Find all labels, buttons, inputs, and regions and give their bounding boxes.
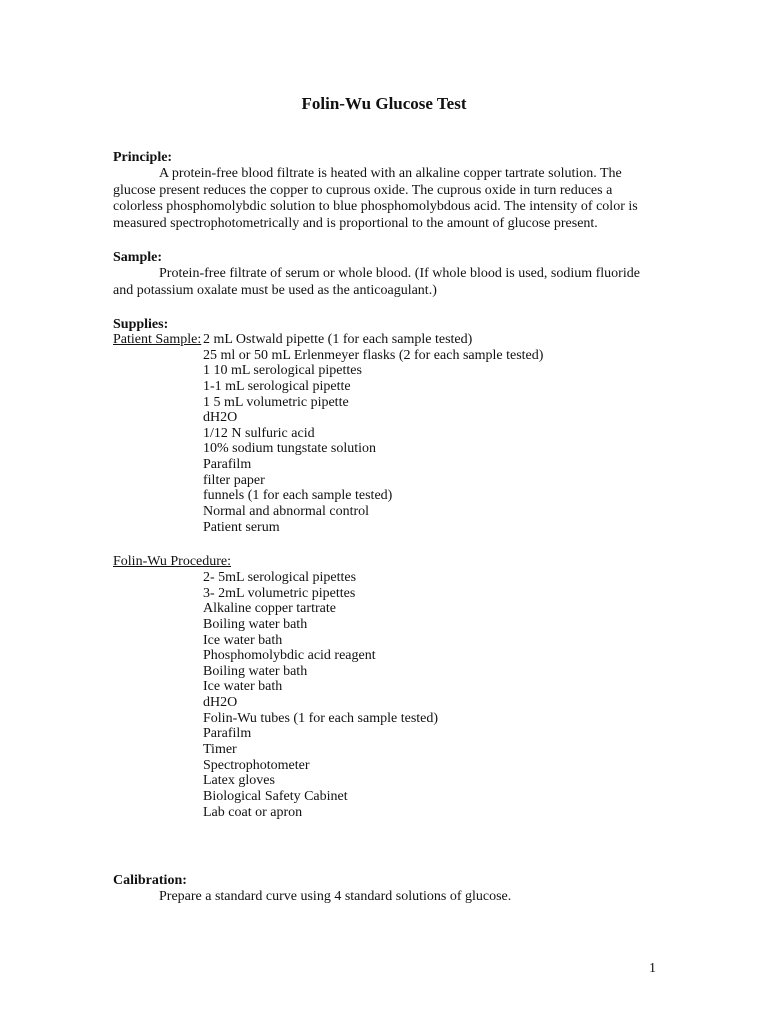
list-item: 2 mL Ostwald pipette (1 for each sample tested) xyxy=(203,332,473,347)
list-item: Phosphomolybdic acid reagent xyxy=(203,648,376,664)
list-item: 1/12 N sulfuric acid xyxy=(203,425,315,441)
list-item: Lab coat or apron xyxy=(203,804,303,820)
principle-heading: Principle: xyxy=(113,150,173,165)
list-item: Normal and abnormal control xyxy=(203,504,370,520)
list-item: Boiling water bath xyxy=(203,616,308,632)
page-number: 1 xyxy=(649,961,656,976)
list-item: Latex gloves xyxy=(203,773,275,789)
list-item: Folin-Wu tubes (1 for each sample tested) xyxy=(203,710,439,726)
page-title: Folin-Wu Glucose Test xyxy=(301,94,467,113)
list-item: Ice water bath xyxy=(203,632,283,648)
list-item: Ice water bath xyxy=(203,679,283,695)
list-item: 1 5 mL volumetric pipette xyxy=(203,394,349,410)
patient-sample-list xyxy=(203,332,543,535)
sample-text: Protein-free filtrate of serum or whole blood. (If whole blood is used, sodium fluoride and potassium oxalate must be used as the anticoagulant.) xyxy=(113,266,640,298)
list-item: 1-1 mL serological pipette xyxy=(203,378,351,394)
list-item: 10% sodium tungstate solution xyxy=(203,441,377,457)
list-item: 2- 5mL serological pipettes xyxy=(203,570,357,585)
list-item: Timer xyxy=(203,742,237,758)
patient-sample-label: Patient Sample: xyxy=(113,332,202,347)
list-item: filter paper xyxy=(203,472,265,488)
calibration-text: Prepare a standard curve using 4 standard solutions of glucose. xyxy=(159,889,512,904)
list-item: 1 10 mL serological pipettes xyxy=(203,363,362,379)
list-item: 25 ml or 50 mL Erlenmeyer flasks (2 for each sample tested) xyxy=(203,347,544,363)
principle-text: A protein-free blood filtrate is heated with an alkaline copper tartrate solution. The glucose present reduces the copper to cuprous oxide. The cuprous oxide in turn reduces a colorless phosphomolybdic solution to blue phosphomolybdous acid. The intensity of color is measured spectrophotometrically and is proportional to the amount of glucose present. xyxy=(113,166,638,231)
list-item: 3- 2mL volumetric pipettes xyxy=(203,585,356,601)
list-item: funnels (1 for each sample tested) xyxy=(203,488,393,504)
supplies-heading: Supplies: xyxy=(113,317,169,332)
list-item: Patient serum xyxy=(203,519,280,535)
list-item: Boiling water bath xyxy=(203,663,308,679)
list-item: Parafilm xyxy=(203,457,252,473)
procedure-list xyxy=(203,570,438,820)
list-item: Alkaline copper tartrate xyxy=(203,601,336,617)
procedure-label: Folin-Wu Procedure: xyxy=(113,554,232,569)
list-item: Spectrophotometer xyxy=(203,757,310,773)
list-item: dH2O xyxy=(203,410,238,426)
list-item: dH2O xyxy=(203,695,238,711)
sample-heading: Sample: xyxy=(113,250,162,265)
list-item: Parafilm xyxy=(203,726,252,742)
list-item: Biological Safety Cabinet xyxy=(203,788,348,804)
calibration-heading: Calibration: xyxy=(113,873,187,888)
